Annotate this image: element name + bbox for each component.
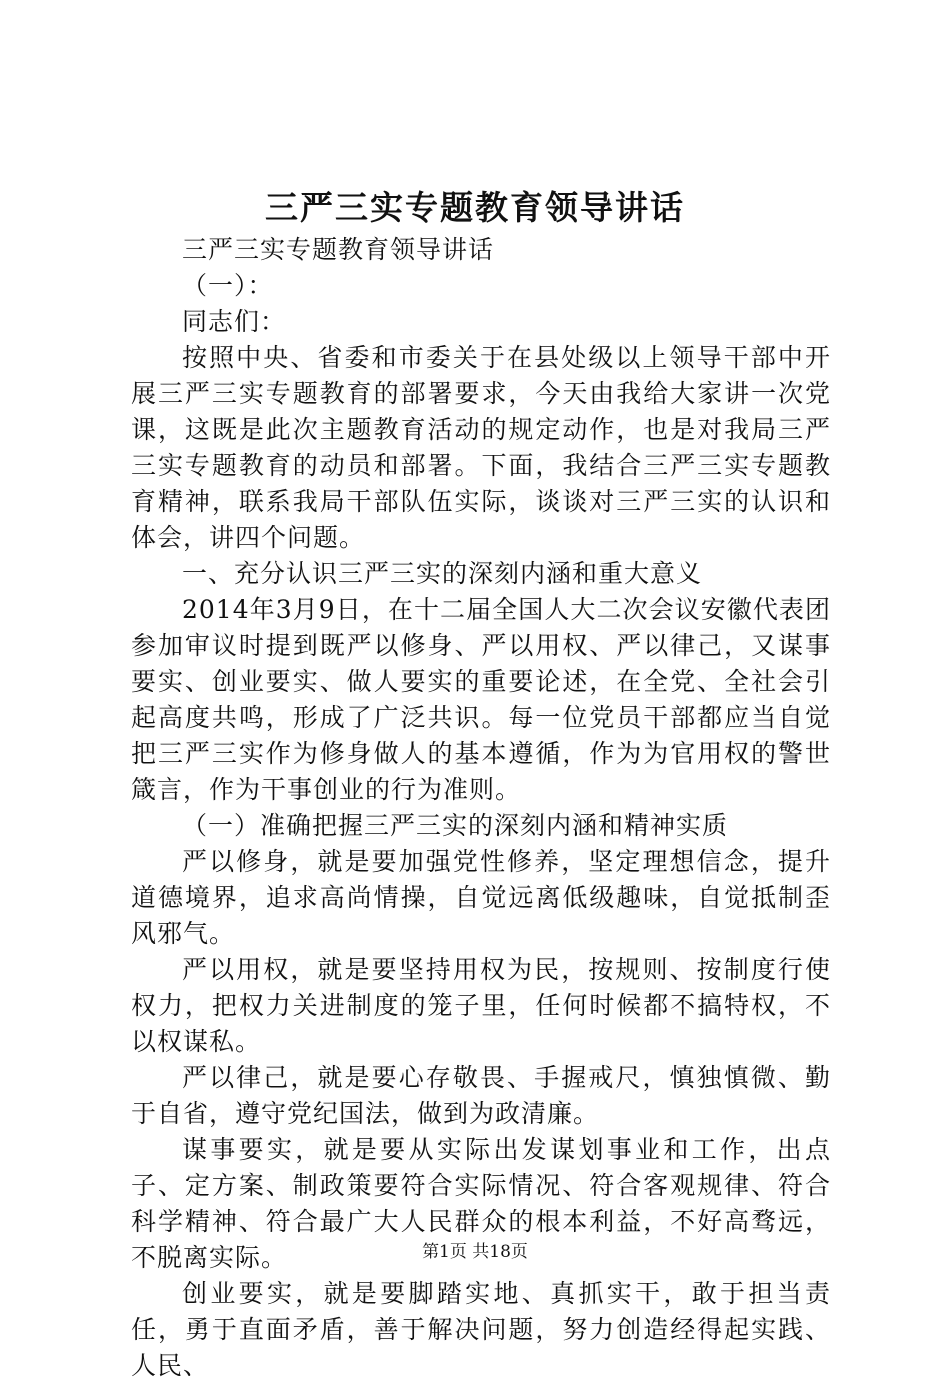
paragraph-practical-planning: 谋事要实，就是要从实际出发谋划事业和工作，出点子、定方案、制政策要符合实际情况、符合客观规律、符合科学精神、符合最广大人民群众的根本利益，不好高骛远，不脱离实际。	[131, 1135, 831, 1272]
paragraph-background: 2014年3月9日，在十二届全国人大二次会议安徽代表团参加审议时提到既严以修身、严以用权、严以律己，又谋事要实、创业要实、做人要实的重要论述，在全党、全社会引起高度共鸣，形成了广泛共识。每一位党员干部都应当自觉把三严三实作为修身做人的基本遵循，作为为官用权的警世箴言，作为干事创业的行为准则。	[131, 595, 831, 804]
paragraph-self-cultivation: 严以修身，就是要加强党性修养，坚定理想信念，提升道德境界，追求高尚情操，自觉远离低级趣味，自觉抵制歪风邪气。	[131, 847, 831, 948]
paragraph-self-discipline: 严以律己，就是要心存敬畏、手握戒尺，慎独慎微、勤于自省，遵守党纪国法，做到为政清廉。	[131, 1063, 831, 1128]
section-heading-1: 一、充分认识三严三实的深刻内涵和重大意义	[182, 559, 703, 588]
paragraph-intro: 按照中央、省委和市委关于在县处级以上领导干部中开展三严三实专题教育的部署要求，今天由我给大家讲一次党课，这既是此次主题教育活动的规定动作，也是对我局三严三实专题教育的动员和部署。下面，我结合三严三实专题教育精神，联系我局干部队伍实际，谈谈对三严三实的认识和体会，讲四个问题。	[131, 343, 831, 552]
paragraph-section-marker: （一）：	[182, 271, 274, 300]
page-number-footer: 第1页 共18页	[422, 1242, 528, 1262]
paragraph-salutation: 同志们：	[182, 307, 287, 336]
document-title: 三严三实专题教育领导讲话	[265, 188, 685, 227]
document-body	[131, 232, 831, 1384]
paragraph-use-of-power: 严以用权，就是要坚持用权为民，按规则、按制度行使权力，把权力关进制度的笼子里，任何时候都不搞特权，不以权谋私。	[131, 955, 831, 1056]
subsection-heading-1: （一）准确把握三严三实的深刻内涵和精神实质	[182, 811, 729, 840]
paragraph-subtitle: 三严三实专题教育领导讲话	[182, 235, 495, 264]
paragraph-practical-work: 创业要实，就是要脚踏实地、真抓实干，敢于担当责任，勇于直面矛盾，善于解决问题，努力创造经得起实践、人民、	[131, 1279, 831, 1380]
